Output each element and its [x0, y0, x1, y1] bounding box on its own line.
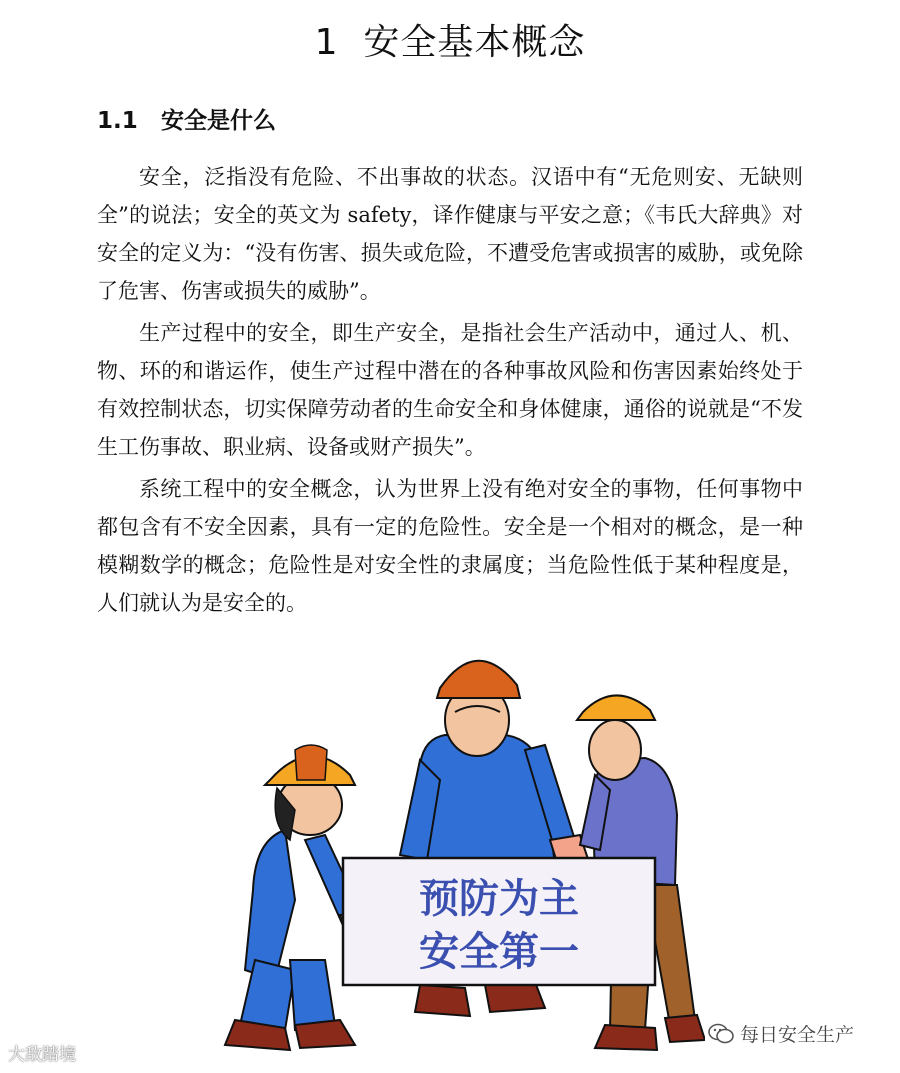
workers-safety-illustration [215, 640, 705, 1070]
sign-line-1: 预防为主 [419, 876, 579, 922]
chapter-title-text: 安全基本概念 [363, 22, 586, 63]
paragraph-safety-definition: 安全，泛指没有危险、不出事故的状态。汉语中有“无危则安、无缺则全”的说法；安全的英文为 safety，译作健康与平安之意；《韦氏大辞典》对安全的定义为：“没有伤害、损失或危险，不遭受危害或损害的威胁，或免除了危害、伤害或损失的威胁”。 [97, 165, 803, 303]
section-title: 安全是什么 [161, 108, 276, 134]
watermark-left [8, 1040, 76, 1065]
safety-sign [343, 858, 655, 985]
chapter-number: 1 [314, 22, 339, 63]
watermark-right-text: 每日安全生产 [740, 1024, 855, 1046]
paragraph-system-safety: 系统工程中的安全概念，认为世界上没有绝对安全的事物，任何事物中都包含有不安全因素，具有一定的危险性。安全是一个相对的概念，是一种模糊数学的概念；危险性是对安全性的隶属度；当危险性低于某种程度是，人们就认为是安全的。 [97, 477, 803, 615]
paragraph-production-safety: 生产过程中的安全，即生产安全，是指社会生产活动中，通过人、机、物、环的和谐运作，使生产过程中潜在的各种事故风险和伤害因素始终处于有效控制状态，切实保障劳动者的生命安全和身体健康，通俗的说就是“不发生工伤事故、职业病、设备或财产损失”。 [97, 321, 803, 459]
watermark-left-text: 大敌踏境 [8, 1045, 76, 1065]
sign-line-2: 安全第一 [419, 929, 579, 975]
section-number: 1.1 [97, 108, 138, 134]
section-heading [97, 102, 276, 135]
chapter-title [0, 14, 900, 65]
watermark-right [708, 1020, 854, 1047]
wechat-icon [708, 1023, 734, 1045]
